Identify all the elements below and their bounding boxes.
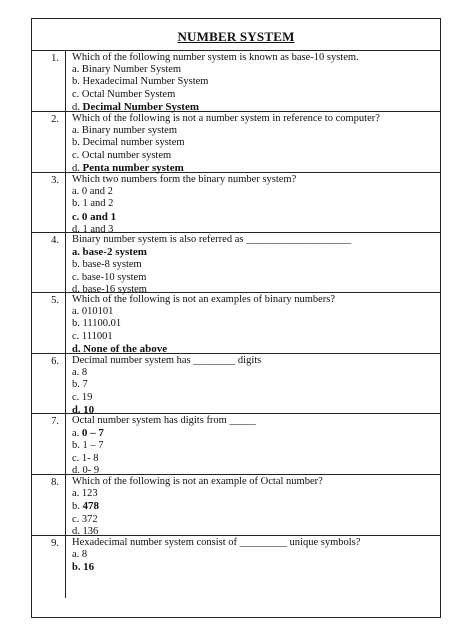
option-letter: a. (72, 367, 80, 379)
option-text: 111001 (81, 330, 113, 342)
option-text: 8 (81, 549, 88, 561)
answer-option (72, 125, 440, 137)
option-text: base-2 system (82, 246, 147, 259)
question-row (32, 354, 440, 414)
option-text: 478 (82, 500, 99, 513)
option-text: 19 (81, 391, 93, 403)
option-text: 1- 8 (81, 452, 99, 464)
answer-option (72, 76, 440, 88)
answer-option (72, 259, 440, 271)
option-text: 372 (81, 513, 98, 525)
option-text: 10 (83, 403, 95, 416)
option-letter: d. (72, 464, 80, 476)
question-body (66, 293, 440, 353)
option-letter: b. (72, 440, 80, 452)
option-text: Penta number system (82, 161, 184, 174)
question-row (32, 112, 440, 173)
question-row (32, 233, 440, 293)
option-letter: a. (72, 125, 80, 137)
option-letter: c. (72, 391, 80, 403)
question-text: Hexadecimal number system consist of _________ unique symbols? (72, 537, 361, 548)
option-text: base-10 system (81, 271, 147, 283)
question-text: Which of the following is not an examples of binary numbers? (72, 294, 336, 305)
option-letter: b. (72, 198, 80, 210)
option-letter: b. (72, 562, 81, 574)
answer-option (72, 89, 440, 101)
question-number: 4. (32, 233, 66, 292)
option-letter: a. (72, 428, 80, 440)
option-letter: d. (72, 283, 80, 295)
question-text: Octal number system has digits from _____ (72, 415, 256, 426)
answer-option (72, 453, 440, 465)
option-text: 0- 9 (82, 464, 100, 476)
option-letter: b. (72, 379, 80, 391)
option-letter: a. (72, 64, 80, 76)
answer-option (72, 198, 440, 210)
correct-answer-option (72, 427, 440, 440)
question-number: 6. (32, 354, 66, 413)
answer-option (72, 549, 440, 561)
option-letter: a. (72, 488, 80, 500)
correct-answer-option (72, 500, 440, 513)
option-letter: b. (72, 501, 80, 513)
question-list (32, 51, 440, 598)
answer-option (72, 272, 440, 284)
question-text: Decimal number system has ________ digits (72, 355, 262, 366)
answer-option (72, 488, 440, 500)
option-letter: c. (72, 513, 80, 525)
option-letter: b. (72, 137, 80, 149)
option-text: None of the above (83, 342, 168, 355)
option-text: 16 (83, 561, 95, 574)
question-body (66, 112, 440, 172)
question-body (66, 414, 440, 474)
option-letter: c. (72, 88, 80, 100)
answer-option (72, 392, 440, 404)
answer-option (72, 514, 440, 526)
option-text: 1 and 2 (82, 198, 114, 210)
question-row (32, 293, 440, 354)
question-number: 5. (32, 293, 66, 353)
option-letter: b. (72, 76, 80, 88)
option-text: Octal number system (81, 149, 172, 161)
option-text: 0 and 1 (81, 210, 117, 223)
question-number: 2. (32, 112, 66, 172)
question-text: Which of the following is not an example of Octal number? (72, 476, 323, 487)
question-row (32, 536, 440, 598)
option-letter: a. (72, 549, 80, 561)
option-text: 123 (81, 488, 98, 500)
question-body (66, 354, 440, 416)
question-number: 1. (32, 51, 66, 111)
option-letter: c. (72, 452, 80, 464)
answer-option (72, 440, 440, 452)
answer-option (72, 137, 440, 149)
correct-answer-option (72, 211, 440, 224)
option-text: Decimal number system (82, 137, 185, 149)
correct-answer-option (72, 561, 440, 574)
answer-option (72, 64, 440, 76)
option-letter: d. (72, 343, 81, 355)
question-body (66, 233, 440, 295)
answer-option (72, 150, 440, 162)
option-letter: c. (72, 271, 80, 283)
answer-option (72, 379, 440, 391)
question-row (32, 475, 440, 536)
question-number: 7. (32, 414, 66, 474)
option-text: 136 (82, 525, 99, 537)
question-number: 3. (32, 173, 66, 232)
page-title: NUMBER SYSTEM (177, 28, 295, 44)
option-text: Binary number system (81, 125, 177, 137)
option-letter: d. (72, 525, 80, 537)
correct-answer-option (72, 246, 440, 259)
option-text: Hexadecimal Number System (82, 76, 209, 88)
question-number: 9. (32, 536, 66, 598)
option-text: 7 (82, 379, 88, 391)
question-text: Which of the following number system is known as base-10 system. (72, 52, 359, 63)
question-text: Binary number system is also referred as ____________________ (72, 234, 352, 245)
question-body (66, 475, 440, 535)
option-text: Decimal Number System (82, 100, 199, 113)
option-text: 0 and 2 (81, 186, 113, 198)
option-text: base-8 system (82, 259, 142, 271)
option-letter: d. (72, 223, 80, 235)
question-body (66, 536, 440, 598)
option-text: 0 – 7 (81, 427, 104, 440)
title-row (32, 19, 440, 51)
option-text: base-16 system (82, 283, 147, 295)
option-text: 010101 (81, 306, 114, 318)
question-text: Which two numbers form the binary number system? (72, 174, 297, 185)
option-text: 1 and 3 (82, 223, 114, 235)
option-letter: c. (72, 149, 80, 161)
option-text: Octal Number System (81, 88, 176, 100)
option-text: Binary Number System (81, 64, 182, 76)
option-letter: b. (72, 318, 80, 330)
question-row (32, 173, 440, 233)
option-text: 11100.01 (82, 318, 122, 330)
question-body (66, 173, 440, 235)
option-letter: b. (72, 259, 80, 271)
question-row (32, 51, 440, 112)
question-sheet (31, 18, 441, 618)
question-text: Which of the following is not a number system in reference to computer? (72, 113, 380, 124)
option-letter: a. (72, 186, 80, 198)
option-letter: a. (72, 247, 80, 259)
answer-option (72, 318, 440, 330)
option-text: 1 – 7 (82, 440, 104, 452)
question-row (32, 414, 440, 475)
answer-option (72, 306, 440, 318)
answer-option (72, 186, 440, 198)
option-letter: c. (72, 211, 80, 223)
option-letter: d. (72, 162, 80, 174)
question-body (66, 51, 440, 111)
option-letter: d. (72, 101, 80, 113)
question-number: 8. (32, 475, 66, 535)
option-letter: c. (72, 330, 80, 342)
answer-option (72, 331, 440, 343)
option-letter: a. (72, 306, 80, 318)
answer-option (72, 367, 440, 379)
option-letter: d. (72, 404, 81, 416)
option-text: 8 (81, 367, 88, 379)
